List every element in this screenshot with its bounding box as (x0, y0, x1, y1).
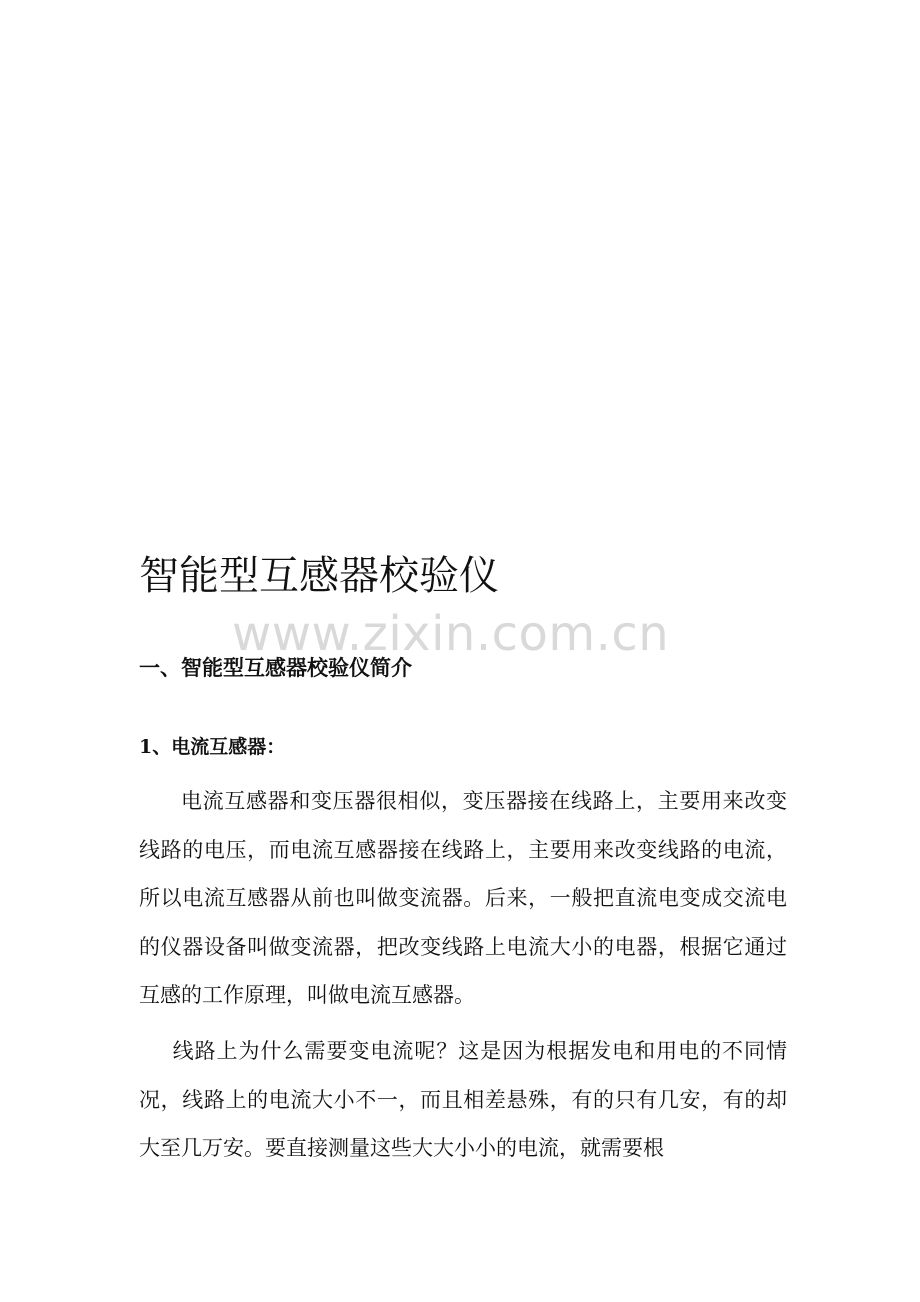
sub-heading: 1、电流互感器： (139, 736, 286, 758)
document-title: 智能型互感器校验仪 (139, 553, 499, 599)
paragraph-1: 电流互感器和变压器很相似，变压器接在线路上，主要用来改变线路的电压，而电流互感器接在线路上，主要用来改变线路的电流，所以电流互感器从前也叫做变流器。后来，一般把直流电变成交流电的仪器设备叫做变流器，把改变线路上电流大小的电器，根据它通过互感的工作原理，叫做电流互感器。 (139, 789, 787, 1007)
paragraph-2: 线路上为什么需要变电流呢？这是因为根据发电和用电的不同情况，线路上的电流大小不一，而且相差悬殊，有的只有几安，有的却大至几万安。要直接测量这些大大小小的电流，就需要根 (139, 1039, 787, 1160)
section-heading: 一、智能型互感器校验仪简介 (139, 655, 412, 680)
watermark: www.zixin.com.cn (232, 606, 670, 662)
